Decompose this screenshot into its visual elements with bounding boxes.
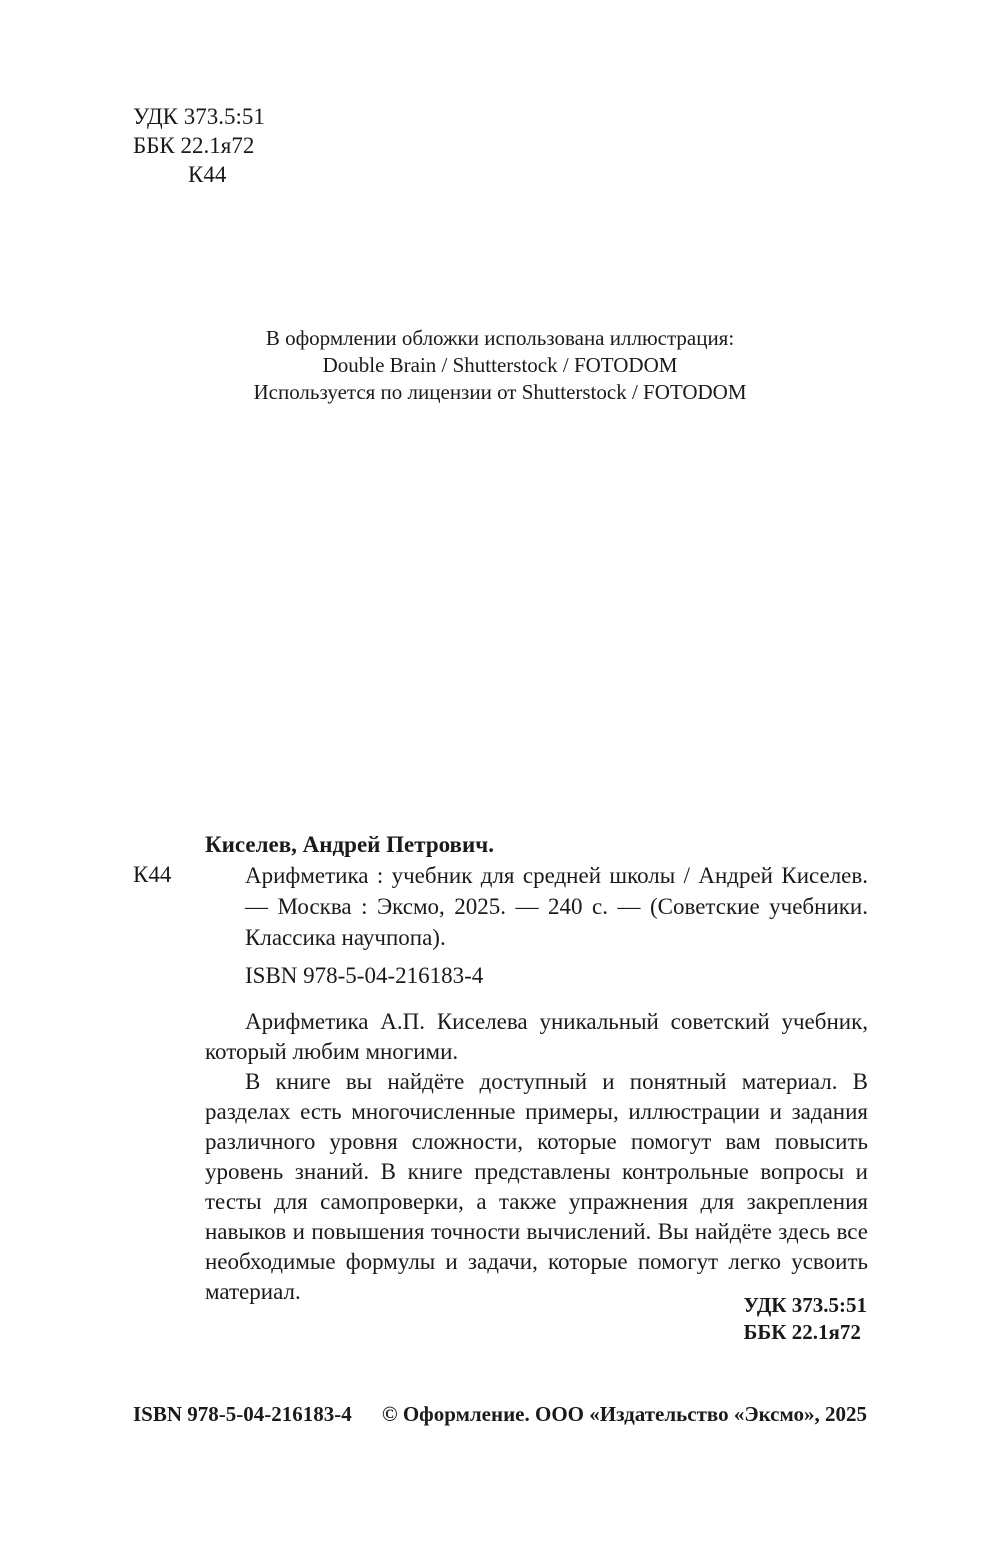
record-description-text: Арифметика : учебник для средней школы / Андрей Киселев. — Москва : Эксмо, 2025. — 240 с. — (Советские учебники. Классика научпопа).: [245, 863, 868, 950]
classification-bottom: [744, 1292, 867, 1346]
footer-copyright: © Оформление. ООО «Издательство «Эксмо», 2025: [381, 1402, 867, 1426]
record-description: [205, 860, 868, 953]
annotation-paragraph-1: Арифметика А.П. Киселева уникальный советский учебник, который любим многими.: [205, 1009, 868, 1064]
cover-credit-line-3: Используется по лицензии от Shutterstock / FOTODOM: [253, 380, 747, 404]
cover-credit: [200, 325, 800, 406]
classification-top: [133, 102, 265, 189]
udk-code-bottom: УДК 373.5:51: [743, 1293, 867, 1317]
annotation: [205, 1007, 868, 1307]
record-isbn: ISBN 978-5-04-216183-4: [245, 963, 484, 988]
record-author-sign: К44: [133, 862, 172, 887]
record-author: Киселев, Андрей Петрович.: [205, 832, 494, 857]
annotation-paragraph-2: В книге вы найдёте доступный и понятный материал. В разделах есть многочисленные примеры, иллюстрации и задания различного уровня сложности, которые помогут вам повысить уровень знаний. В книге представлены контрольные вопросы и тесты для самопроверки, а также упражнения для закрепления навыков и повышения точности вычислений. Вы найдёте здесь все необходимые формулы и задачи, которые помогут легко усвоить материал.: [205, 1069, 868, 1304]
udk-code: УДК 373.5:51: [133, 104, 265, 129]
author-sign: К44: [188, 162, 227, 187]
footer-isbn: ISBN 978-5-04-216183-4: [133, 1402, 352, 1426]
bbk-code: ББК 22.1я72: [133, 133, 255, 158]
bbk-code-bottom: ББК 22.1я72: [743, 1320, 861, 1344]
cover-credit-line-1: В оформлении обложки использована иллюстрация:: [265, 326, 735, 350]
cover-credit-line-2: Double Brain / Shutterstock / FOTODOM: [322, 353, 678, 377]
